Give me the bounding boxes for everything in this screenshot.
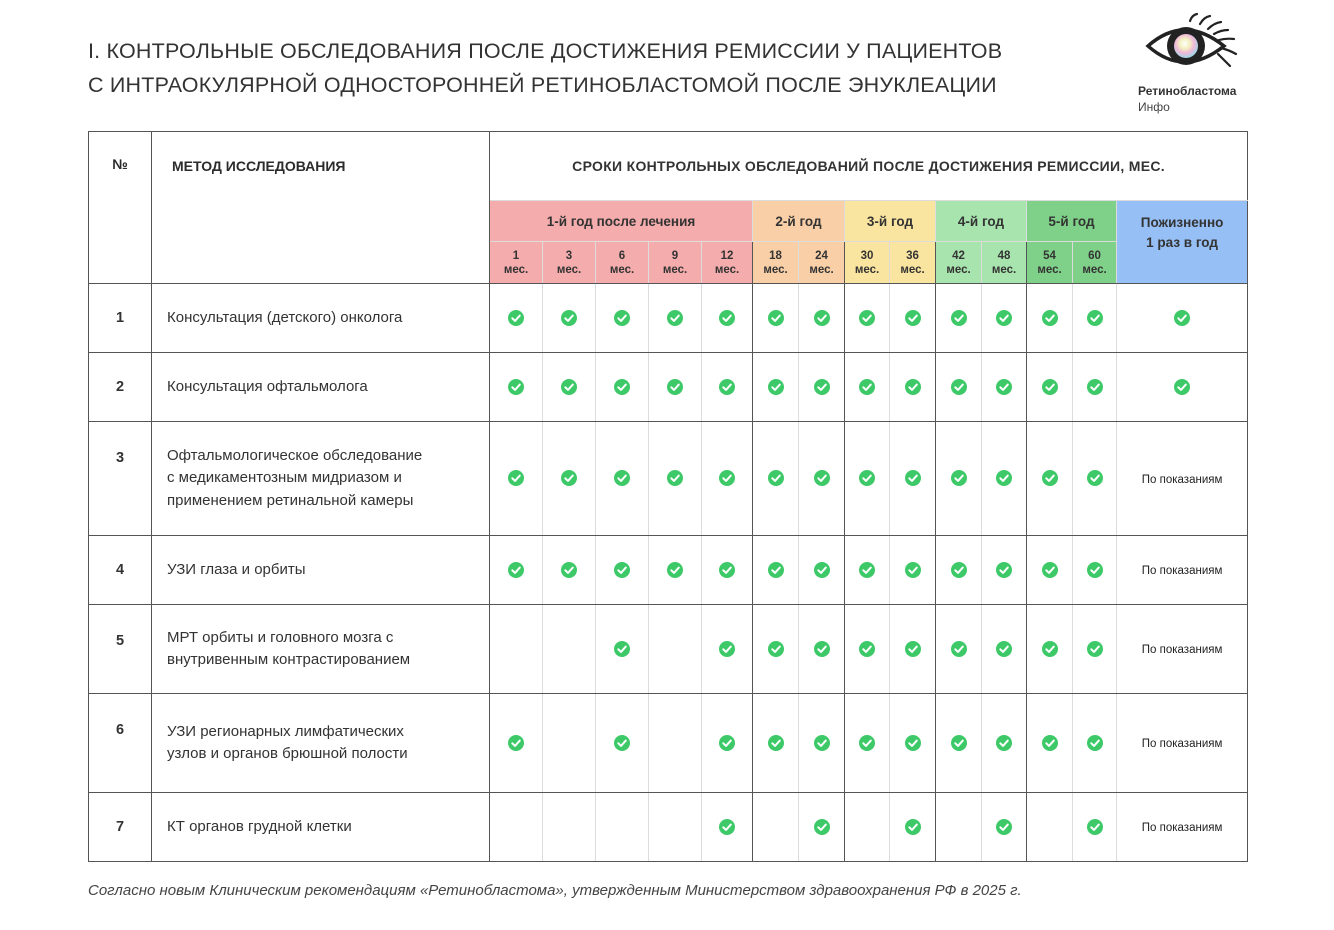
check-icon xyxy=(614,470,630,486)
row-method xyxy=(152,605,490,694)
row-number: 2 xyxy=(89,353,152,422)
page-title-line-2: С ИНТРАОКУЛЯРНОЙ ОДНОСТОРОННЕЙ РЕТИНОБЛАСТОМОЙ ПОСЛЕ ЭНУКЛЕАЦИИ xyxy=(88,73,997,97)
schedule-cell-60 xyxy=(1073,536,1117,605)
schedule-cell-60 xyxy=(1073,422,1117,536)
schedule-cell-30 xyxy=(845,793,890,862)
check-icon xyxy=(719,735,735,751)
check-icon xyxy=(768,562,784,578)
schedule-cell-54 xyxy=(1027,353,1073,422)
table-row xyxy=(89,536,1248,605)
month-header-24 xyxy=(799,242,845,284)
check-icon xyxy=(905,379,921,395)
check-icon xyxy=(1174,310,1190,326)
month-value: 36 xyxy=(906,249,919,262)
schedule-cell-42 xyxy=(936,605,982,694)
month-header-54 xyxy=(1027,242,1073,284)
schedule-cell-48 xyxy=(982,422,1027,536)
schedule-cell-36 xyxy=(890,694,936,793)
check-icon xyxy=(719,562,735,578)
check-icon xyxy=(614,310,630,326)
column-header-method: МЕТОД ИССЛЕДОВАНИЯ xyxy=(152,132,490,284)
table-row xyxy=(89,353,1248,422)
check-icon xyxy=(768,470,784,486)
lifelong-header-line-2: 1 раз в год xyxy=(1146,235,1218,250)
schedule-cell-48 xyxy=(982,605,1027,694)
check-icon xyxy=(905,735,921,751)
check-icon xyxy=(1087,470,1103,486)
schedule-cell-9 xyxy=(649,793,702,862)
row-method-line: УЗИ регионарных лимфатических xyxy=(167,722,404,740)
check-icon xyxy=(951,470,967,486)
schedule-cell-54 xyxy=(1027,284,1073,353)
month-value: 3 xyxy=(565,249,573,262)
check-icon xyxy=(951,735,967,751)
schedule-cell-54 xyxy=(1027,793,1073,862)
table-row xyxy=(89,605,1248,694)
row-number: 5 xyxy=(89,605,152,694)
schedule-cell-24 xyxy=(799,284,845,353)
schedule-cell-18 xyxy=(753,353,799,422)
check-icon xyxy=(1042,310,1058,326)
row-method-line: Консультация офтальмолога xyxy=(167,377,368,395)
check-icon xyxy=(859,735,875,751)
schedule-cell-12 xyxy=(702,536,753,605)
schedule-cell-9 xyxy=(649,605,702,694)
year-header-1: 1-й год после лечения xyxy=(490,201,753,242)
year-header-4: 4-й год xyxy=(936,201,1027,242)
schedule-cell-3 xyxy=(543,536,596,605)
schedule-cell-3 xyxy=(543,284,596,353)
check-icon xyxy=(667,470,683,486)
check-icon xyxy=(1087,310,1103,326)
schedule-cell-3 xyxy=(543,694,596,793)
schedule-cell-6 xyxy=(596,694,649,793)
check-icon xyxy=(719,819,735,835)
row-method xyxy=(152,422,490,536)
lifelong-cell xyxy=(1117,422,1248,536)
check-icon xyxy=(951,562,967,578)
month-header-1 xyxy=(490,242,543,284)
schedule-cell-12 xyxy=(702,793,753,862)
check-icon xyxy=(508,379,524,395)
month-unit: мес. xyxy=(1037,263,1062,276)
schedule-cell-18 xyxy=(753,605,799,694)
table-row xyxy=(89,422,1248,536)
month-header-60 xyxy=(1073,242,1117,284)
row-number: 1 xyxy=(89,284,152,353)
schedule-cell-54 xyxy=(1027,422,1073,536)
eye-icon xyxy=(1144,12,1248,76)
schedule-cell-36 xyxy=(890,353,936,422)
logo-name: Ретинобластома xyxy=(1138,84,1237,98)
schedule-cell-1 xyxy=(490,422,543,536)
check-icon xyxy=(667,379,683,395)
schedule-cell-24 xyxy=(799,694,845,793)
schedule-cell-60 xyxy=(1073,793,1117,862)
month-unit: мес. xyxy=(1082,263,1107,276)
schedule-cell-18 xyxy=(753,793,799,862)
as-indicated-label: По показаниям xyxy=(1141,822,1223,834)
check-icon xyxy=(614,641,630,657)
lifelong-cell xyxy=(1117,694,1248,793)
year-header-2: 2-й год xyxy=(753,201,845,242)
schedule-cell-3 xyxy=(543,353,596,422)
check-icon xyxy=(814,641,830,657)
check-icon xyxy=(859,470,875,486)
check-icon xyxy=(814,819,830,835)
month-unit: мес. xyxy=(556,263,582,276)
schedule-cell-6 xyxy=(596,284,649,353)
as-indicated-label: По показаниям xyxy=(1141,738,1223,750)
check-icon xyxy=(859,562,875,578)
schedule-cell-30 xyxy=(845,605,890,694)
logo-subtitle: Инфо xyxy=(1138,100,1170,114)
schedule-cell-42 xyxy=(936,353,982,422)
schedule-cell-3 xyxy=(543,605,596,694)
table-row xyxy=(89,284,1248,353)
month-unit: мес. xyxy=(609,263,635,276)
schedule-cell-60 xyxy=(1073,694,1117,793)
lifelong-cell xyxy=(1117,793,1248,862)
schedule-cell-18 xyxy=(753,284,799,353)
followup-schedule-table xyxy=(88,131,1248,862)
schedule-cell-36 xyxy=(890,793,936,862)
month-value: 24 xyxy=(815,249,828,262)
check-icon xyxy=(814,379,830,395)
check-icon xyxy=(561,310,577,326)
schedule-cell-36 xyxy=(890,422,936,536)
page-title xyxy=(88,34,1108,102)
check-icon xyxy=(951,379,967,395)
check-icon xyxy=(951,310,967,326)
schedule-cell-12 xyxy=(702,422,753,536)
check-icon xyxy=(1042,470,1058,486)
column-header-number: № xyxy=(89,132,152,284)
check-icon xyxy=(905,310,921,326)
schedule-cell-1 xyxy=(490,536,543,605)
row-method-line: МРТ орбиты и головного мозга с xyxy=(167,628,394,646)
check-icon xyxy=(859,379,875,395)
schedule-cell-3 xyxy=(543,793,596,862)
month-header-36 xyxy=(890,242,936,284)
schedule-cell-6 xyxy=(596,536,649,605)
check-icon xyxy=(508,470,524,486)
schedule-cell-42 xyxy=(936,793,982,862)
row-number: 7 xyxy=(89,793,152,862)
schedule-cell-48 xyxy=(982,536,1027,605)
check-icon xyxy=(508,735,524,751)
lifelong-cell xyxy=(1117,605,1248,694)
check-icon xyxy=(905,470,921,486)
check-icon xyxy=(719,641,735,657)
check-icon xyxy=(1087,641,1103,657)
schedule-cell-36 xyxy=(890,536,936,605)
schedule-cell-48 xyxy=(982,793,1027,862)
as-indicated-label: По показаниям xyxy=(1141,565,1223,577)
month-unit: мес. xyxy=(503,263,529,276)
month-unit: мес. xyxy=(763,263,788,276)
month-header-18 xyxy=(753,242,799,284)
month-unit: мес. xyxy=(662,263,688,276)
schedule-cell-1 xyxy=(490,353,543,422)
row-number: 4 xyxy=(89,536,152,605)
lifelong-header xyxy=(1117,201,1248,284)
month-value: 12 xyxy=(720,249,734,262)
schedule-cell-9 xyxy=(649,422,702,536)
month-header-3 xyxy=(543,242,596,284)
check-icon xyxy=(951,641,967,657)
month-value: 18 xyxy=(769,249,782,262)
schedule-cell-48 xyxy=(982,694,1027,793)
schedule-cell-1 xyxy=(490,284,543,353)
month-unit: мес. xyxy=(946,263,971,276)
schedule-cell-24 xyxy=(799,793,845,862)
check-icon xyxy=(1087,379,1103,395)
column-header-terms: СРОКИ КОНТРОЛЬНЫХ ОБСЛЕДОВАНИЙ ПОСЛЕ ДОСТИЖЕНИЯ РЕМИССИИ, МЕС. xyxy=(490,132,1248,201)
schedule-cell-18 xyxy=(753,536,799,605)
schedule-cell-60 xyxy=(1073,284,1117,353)
schedule-cell-30 xyxy=(845,284,890,353)
schedule-cell-42 xyxy=(936,694,982,793)
schedule-cell-18 xyxy=(753,694,799,793)
check-icon xyxy=(996,379,1012,395)
as-indicated-label: По показаниям xyxy=(1141,644,1223,656)
month-unit: мес. xyxy=(714,263,740,276)
schedule-cell-42 xyxy=(936,422,982,536)
check-icon xyxy=(667,562,683,578)
month-header-12 xyxy=(702,242,753,284)
month-header-30 xyxy=(845,242,890,284)
month-value: 42 xyxy=(952,249,965,262)
month-value: 54 xyxy=(1043,249,1056,262)
schedule-cell-12 xyxy=(702,353,753,422)
row-method-line: с медикаментозным мидриазом и xyxy=(167,469,402,487)
check-icon xyxy=(814,735,830,751)
schedule-cell-9 xyxy=(649,694,702,793)
schedule-cell-54 xyxy=(1027,536,1073,605)
schedule-cell-30 xyxy=(845,353,890,422)
month-header-6 xyxy=(596,242,649,284)
month-value: 6 xyxy=(618,249,626,262)
schedule-cell-36 xyxy=(890,605,936,694)
check-icon xyxy=(814,562,830,578)
check-icon xyxy=(814,310,830,326)
check-icon xyxy=(905,641,921,657)
schedule-cell-9 xyxy=(649,284,702,353)
row-method-line: Консультация (детского) онколога xyxy=(167,308,403,326)
schedule-cell-1 xyxy=(490,605,543,694)
check-icon xyxy=(905,562,921,578)
row-method-line: узлов и органов брюшной полости xyxy=(167,745,408,762)
check-icon xyxy=(614,379,630,395)
schedule-cell-30 xyxy=(845,536,890,605)
schedule-cell-24 xyxy=(799,353,845,422)
schedule-cell-30 xyxy=(845,694,890,793)
check-icon xyxy=(561,470,577,486)
lifelong-cell xyxy=(1117,353,1248,422)
row-method-line: УЗИ глаза и орбиты xyxy=(167,560,306,578)
row-method xyxy=(152,694,490,793)
schedule-cell-6 xyxy=(596,793,649,862)
row-method xyxy=(152,536,490,605)
month-unit: мес. xyxy=(991,263,1017,276)
row-method-line: КТ органов грудной клетки xyxy=(167,817,352,835)
logo xyxy=(1138,12,1258,122)
row-method-line: Офтальмологическое обследование xyxy=(167,446,423,464)
check-icon xyxy=(508,310,524,326)
schedule-cell-48 xyxy=(982,284,1027,353)
month-value: 60 xyxy=(1088,249,1101,262)
check-icon xyxy=(905,819,921,835)
check-icon xyxy=(859,310,875,326)
row-number: 6 xyxy=(89,694,152,793)
schedule-cell-24 xyxy=(799,605,845,694)
month-unit: мес. xyxy=(854,263,880,276)
schedule-cell-54 xyxy=(1027,605,1073,694)
check-icon xyxy=(996,735,1012,751)
as-indicated-label: По показаниям xyxy=(1141,473,1223,486)
row-method-line: внутривенным контрастированием xyxy=(167,651,411,668)
row-method-line: применением ретинальной камеры xyxy=(167,491,414,509)
schedule-cell-9 xyxy=(649,536,702,605)
lifelong-header-line-1: Пожизненно xyxy=(1140,215,1224,230)
year-header-3: 3-й год xyxy=(845,201,936,242)
check-icon xyxy=(996,641,1012,657)
schedule-cell-24 xyxy=(799,422,845,536)
check-icon xyxy=(996,310,1012,326)
month-value: 30 xyxy=(860,249,874,262)
month-value: 9 xyxy=(671,249,679,262)
lifelong-cell xyxy=(1117,536,1248,605)
schedule-cell-9 xyxy=(649,353,702,422)
schedule-cell-48 xyxy=(982,353,1027,422)
check-icon xyxy=(768,310,784,326)
month-value: 48 xyxy=(997,249,1011,262)
schedule-cell-18 xyxy=(753,422,799,536)
check-icon xyxy=(768,641,784,657)
table-row xyxy=(89,793,1248,862)
check-icon xyxy=(996,562,1012,578)
row-method xyxy=(152,353,490,422)
check-icon xyxy=(1042,562,1058,578)
row-method xyxy=(152,284,490,353)
month-header-42 xyxy=(936,242,982,284)
schedule-cell-54 xyxy=(1027,694,1073,793)
schedule-cell-1 xyxy=(490,694,543,793)
check-icon xyxy=(1042,735,1058,751)
row-number: 3 xyxy=(89,422,152,536)
check-icon xyxy=(996,819,1012,835)
check-icon xyxy=(768,379,784,395)
year-header-5: 5-й год xyxy=(1027,201,1117,242)
check-icon xyxy=(614,562,630,578)
check-icon xyxy=(1042,641,1058,657)
check-icon xyxy=(1087,562,1103,578)
schedule-cell-6 xyxy=(596,422,649,536)
check-icon xyxy=(1174,379,1190,395)
footnote: Согласно новым Клиническим рекомендациям «Ретинобластома», утвержденным Министерством здравоохранения РФ в 2025 г. xyxy=(88,882,1022,899)
check-icon xyxy=(814,470,830,486)
check-icon xyxy=(508,562,524,578)
check-icon xyxy=(1087,819,1103,835)
check-icon xyxy=(614,735,630,751)
schedule-cell-60 xyxy=(1073,353,1117,422)
check-icon xyxy=(768,735,784,751)
page-title-line-1: I. КОНТРОЛЬНЫЕ ОБСЛЕДОВАНИЯ ПОСЛЕ ДОСТИЖЕНИЯ РЕМИССИИ У ПАЦИЕНТОВ xyxy=(88,39,1003,63)
month-header-48 xyxy=(982,242,1027,284)
schedule-cell-30 xyxy=(845,422,890,536)
schedule-cell-42 xyxy=(936,536,982,605)
check-icon xyxy=(561,379,577,395)
schedule-cell-12 xyxy=(702,605,753,694)
month-value: 1 xyxy=(512,249,520,262)
check-icon xyxy=(719,310,735,326)
month-unit: мес. xyxy=(900,263,925,276)
schedule-cell-24 xyxy=(799,536,845,605)
check-icon xyxy=(1042,379,1058,395)
check-icon xyxy=(667,310,683,326)
schedule-cell-6 xyxy=(596,353,649,422)
schedule-cell-3 xyxy=(543,422,596,536)
lifelong-cell xyxy=(1117,284,1248,353)
schedule-cell-42 xyxy=(936,284,982,353)
schedule-cell-1 xyxy=(490,793,543,862)
month-header-9 xyxy=(649,242,702,284)
row-method xyxy=(152,793,490,862)
table-row xyxy=(89,694,1248,793)
check-icon xyxy=(719,379,735,395)
schedule-cell-12 xyxy=(702,694,753,793)
check-icon xyxy=(1087,735,1103,751)
schedule-cell-6 xyxy=(596,605,649,694)
check-icon xyxy=(561,562,577,578)
schedule-cell-60 xyxy=(1073,605,1117,694)
check-icon xyxy=(719,470,735,486)
check-icon xyxy=(859,641,875,657)
schedule-cell-12 xyxy=(702,284,753,353)
schedule-cell-36 xyxy=(890,284,936,353)
check-icon xyxy=(996,470,1012,486)
month-unit: мес. xyxy=(809,263,834,276)
